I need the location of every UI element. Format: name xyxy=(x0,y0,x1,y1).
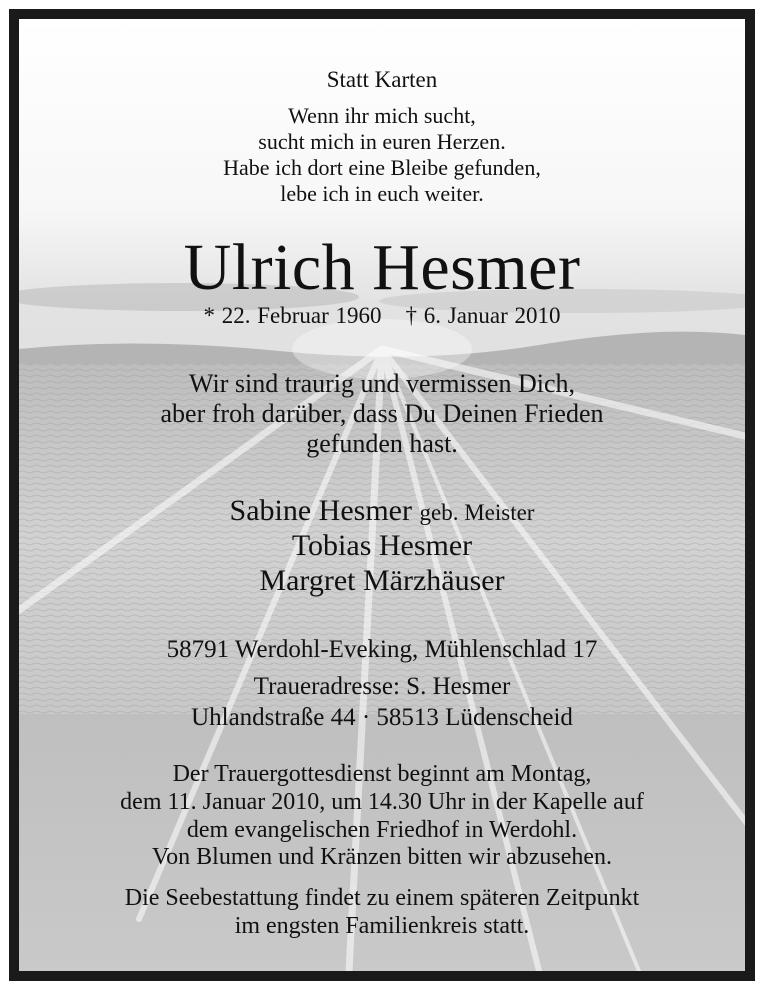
sea-burial-info xyxy=(19,885,745,941)
sorrow-line: Wir sind traurig und vermissen Dich, xyxy=(189,369,575,398)
sea-burial-line: im engsten Familienkreis statt. xyxy=(234,912,530,939)
service-line: Von Blumen und Kränzen bitten wir abzusehen. xyxy=(151,844,613,871)
addresses xyxy=(19,635,745,733)
poem-line: lebe ich in euch weiter. xyxy=(280,181,484,206)
family-member-note: geb. Meister xyxy=(419,500,535,525)
statt-karten: Statt Karten xyxy=(326,67,438,92)
sorrow-line: gefunden hast. xyxy=(306,429,458,459)
family-member-name: Sabine Hesmer xyxy=(229,494,412,527)
birth-date: * 22. Februar 1960 xyxy=(203,303,382,328)
service-line: dem 11. Januar 2010, um 14.30 Uhr in der Kapelle auf xyxy=(120,788,644,815)
mourning-address-label: Traueradresse: S. Hesmer xyxy=(253,672,511,700)
family-member: Margret Märzhäuser xyxy=(259,564,505,598)
sorrow-text xyxy=(19,369,745,459)
service-line: Der Trauergottesdienst beginnt am Montag, xyxy=(172,761,592,787)
service-info xyxy=(19,761,745,872)
notice-panel xyxy=(19,19,745,971)
death-date: † 6. Januar 2010 xyxy=(405,303,561,328)
poem xyxy=(19,103,745,207)
sorrow-line: aber froh darüber, dass Du Deinen Frieden xyxy=(160,399,604,429)
poem-line: Habe ich dort eine Bleibe gefunden, xyxy=(223,155,541,180)
poem-line: sucht mich in euren Herzen. xyxy=(258,129,506,154)
life-dates xyxy=(19,303,745,329)
home-address: 58791 Werdohl-Eveking, Mühlenschlad 17 xyxy=(166,636,598,663)
family-member: Tobias Hesmer xyxy=(291,529,473,563)
mourning-address-street: Uhlandstraße 44 · 58513 Lüdenscheid xyxy=(191,703,573,731)
notice-frame xyxy=(9,9,755,981)
deceased-name: Ulrich Hesmer xyxy=(183,231,581,304)
service-line: dem evangelischen Friedhof in Werdohl. xyxy=(186,816,578,843)
poem-line: Wenn ihr mich sucht, xyxy=(288,103,476,128)
family-names xyxy=(19,493,745,598)
sea-burial-line: Die Seebestattung findet zu einem späteren Zeitpunkt xyxy=(124,885,640,911)
family-member xyxy=(19,493,745,528)
